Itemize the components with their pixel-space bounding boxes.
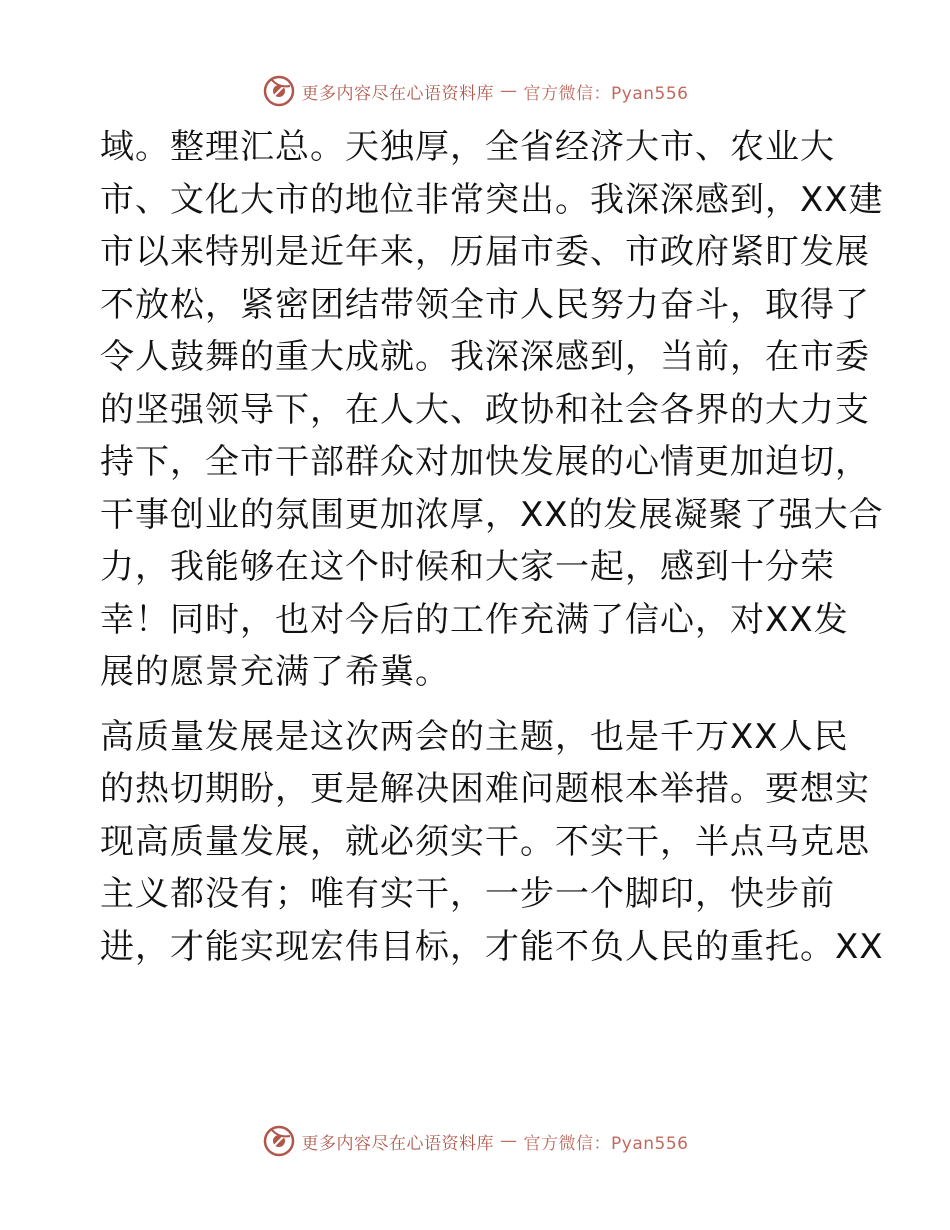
text-line: 域。整理汇总。天独厚，全省经济大市、农业大 [100, 127, 835, 167]
text-line: 高质量发展是这次两会的主题，也是千万XX人民 [100, 716, 849, 757]
text-line: 不放松，紧密团结带领全市人民努力奋斗，取得了 [100, 284, 870, 325]
text-line: 力，我能够在这个时候和大家一起，感到十分荣 [100, 547, 835, 587]
text-line: 现高质量发展，就必须实干。不实干，半点马克思 [100, 821, 870, 862]
header-banner-text: 更多内容尽在心语资料库 [301, 83, 495, 104]
footer-banner-text: 更多内容尽在心语资料库 [301, 1133, 495, 1154]
text-line: 持下，全市干部群众对加快发展的心情更加迫切， [100, 442, 870, 482]
text-line: 的热切期盼，更是解决困难问题根本举措。要想实 [100, 769, 870, 809]
header-banner [0, 74, 950, 108]
paragraph-2 [100, 711, 884, 974]
header-separator: — [500, 81, 518, 101]
text-line: 市、文化大市的地位非常突出。我深深感到，XX建 [100, 179, 884, 220]
document-body [100, 121, 884, 973]
text-line: 幸！同时，也对今后的工作充满了信心，对XX发 [100, 599, 849, 640]
logo-icon [262, 74, 296, 108]
text-line: 主义都没有；唯有实干，一步一个脚印，快步前 [100, 874, 835, 914]
text-line: 展的愿景充满了希冀。 [100, 652, 450, 692]
paragraph-1 [100, 121, 884, 699]
text-line: 的坚强领导下，在人大、政协和社会各界的大力支 [100, 389, 870, 430]
text-line: 市以来特别是近年来，历届市委、市政府紧盯发展 [100, 232, 870, 272]
logo-icon [262, 1124, 296, 1158]
footer-separator: — [500, 1131, 518, 1151]
text-line: 干事创业的氛围更加浓厚，XX的发展凝聚了强大合 [100, 494, 884, 535]
header-wechat-text: 官方微信：Pyan556 [523, 83, 689, 104]
footer-wechat-text: 官方微信：Pyan556 [523, 1133, 689, 1154]
text-line: 进，才能实现宏伟目标，才能不负人民的重托。XX [100, 926, 884, 967]
text-line: 令人鼓舞的重大成就。我深深感到，当前，在市委 [100, 337, 870, 377]
footer-banner [0, 1124, 950, 1158]
